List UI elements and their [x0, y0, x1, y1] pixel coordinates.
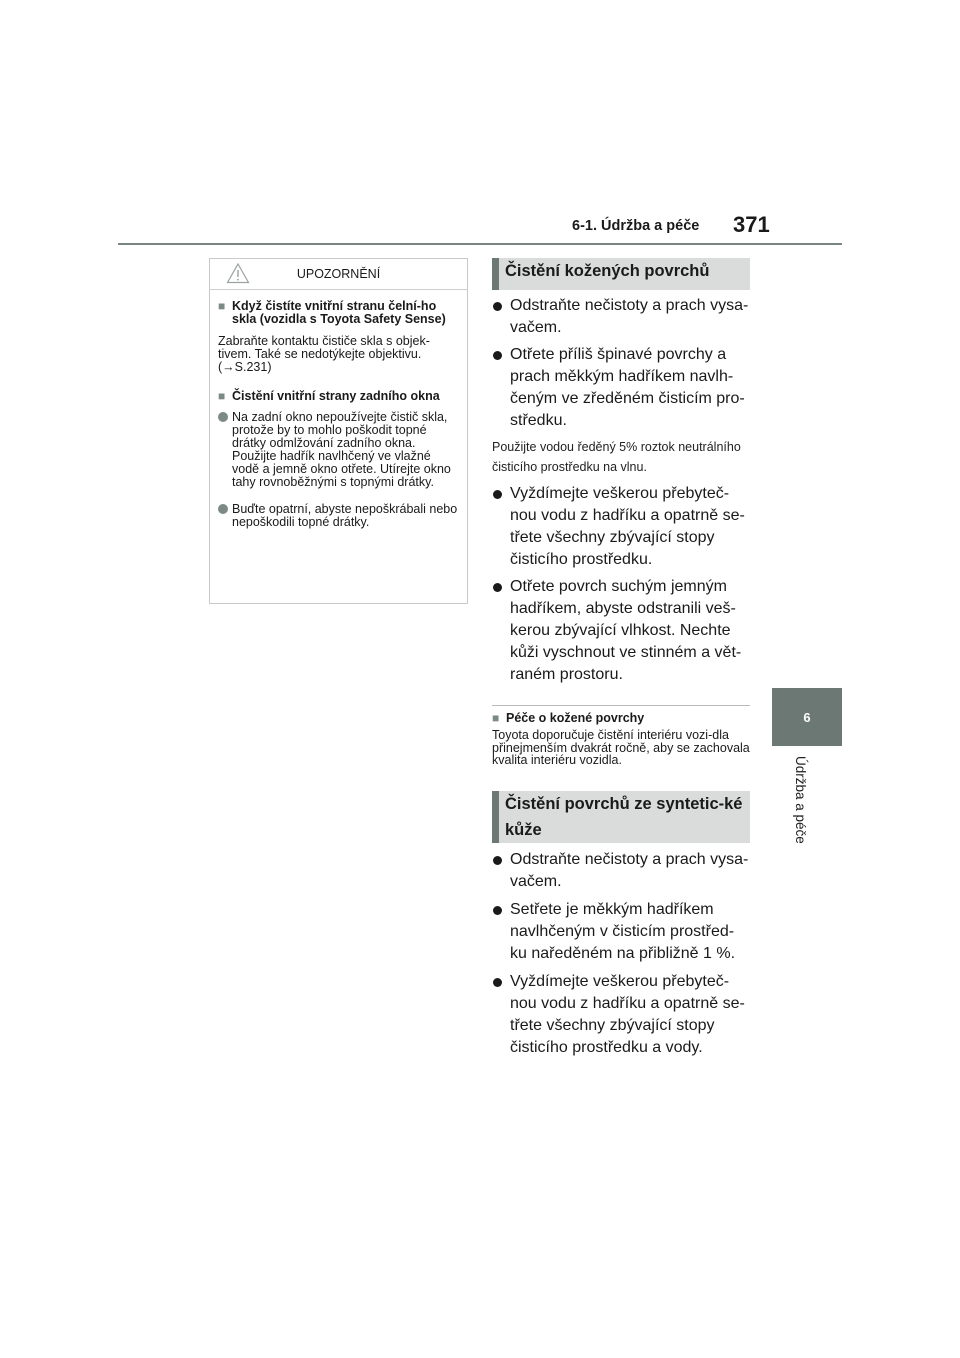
square-bullet-icon: ■ [492, 711, 500, 725]
warning-bullet-text: Na zadní okno nepoužívejte čistič skla, protože by to mohlo poškodit topné drátky odmlžování zadního okna. Použijte hadřík navlhčený ve vlažné vodě a jemně okno otřete. Utírejte okno tahy rovnoběžnými s topnými drátky. [232, 410, 451, 489]
square-bullet-icon: ■ [218, 389, 226, 403]
section-heading-leather: Čistění kožených povrchů [492, 258, 750, 290]
warning-item-heading-text: Když čistíte vnitřní stranu čelní-ho skla (vozidla s Toyota Safety Sense) [232, 299, 446, 326]
list-item: Otřete povrch suchým jemným hadříkem, abyste odstranili veš-kerou zbývající vlhkost. Nechte kůži vyschnout ve stinném a vět-raném prostoru. [492, 576, 750, 686]
leather-bullet-list [492, 295, 750, 432]
list-item: Odstraňte nečistoty a prach vysa-vačem. [492, 295, 750, 339]
synthetic-bullet-list [492, 849, 750, 1059]
list-item: Vyždímejte veškerou přebyteč-nou vodu z hadříku a opatrně se-třete všechny zbývající stopy čisticího prostředku. [492, 483, 750, 571]
warning-header [210, 259, 467, 290]
list-item: Otřete příliš špinavé povrchy a prach měkkým hadříkem navlh-čeným ve zředěném čisticím pro-středku. [492, 344, 750, 432]
care-heading-text: Péče o kožené povrchy [506, 711, 645, 725]
divider [492, 705, 750, 706]
chapter-label: Údržba a péče [793, 756, 808, 844]
chapter-number: 6 [803, 709, 811, 725]
warning-item-heading [218, 300, 459, 326]
warning-item-text: Zabraňte kontaktu čističe skla s objek-tivem. Také se nedotýkejte objektivu. (→S.231) [218, 334, 430, 374]
section-heading-synthetic: Čistění povrchů ze syntetic-ké kůže [492, 791, 750, 843]
warning-bullet [218, 411, 459, 489]
warning-item-heading [218, 390, 459, 403]
section-title: 6-1. Údržba a péče [572, 218, 700, 234]
care-text: Toyota doporučuje čistění interiéru vozi-dla přinejmenším dvakrát ročně, aby se zachovala kvalita interiéru vozidla. [492, 728, 750, 767]
list-item: Vyždímejte veškerou přebyteč-nou vodu z hadříku a opatrně se-třete všechny zbývající stopy čisticího prostředku a vody. [492, 971, 750, 1059]
warning-title: UPOZORNĚNÍ [296, 267, 381, 281]
leather-note: Použijte vodou ředěný 5% roztok neutrálního čisticího prostředku na vlnu. [492, 440, 741, 474]
warning-item-heading-text: Čistění vnitřní strany zadního okna [232, 389, 440, 403]
care-heading [492, 711, 750, 725]
right-column [492, 258, 750, 1059]
page-number: 371 [733, 212, 770, 237]
warning-bullet-text: Buďte opatrní, abyste nepoškrábali nebo nepoškodili topné drátky. [232, 502, 458, 529]
list-item: Odstraňte nečistoty a prach vysa-vačem. [492, 849, 750, 893]
list-item: Setřete je měkkým hadříkem navlhčeným v čisticím prostřed-ku naředěném na přibližně 1 %. [492, 899, 750, 965]
square-bullet-icon: ■ [218, 299, 226, 313]
chapter-tab [772, 688, 842, 746]
header-divider [118, 243, 842, 245]
round-bullet-icon [218, 504, 228, 514]
warning-bullet [218, 503, 459, 529]
warning-box [209, 258, 468, 604]
warning-triangle-icon [226, 262, 250, 284]
leather-bullet-list-2 [492, 483, 750, 686]
round-bullet-icon [218, 412, 228, 422]
